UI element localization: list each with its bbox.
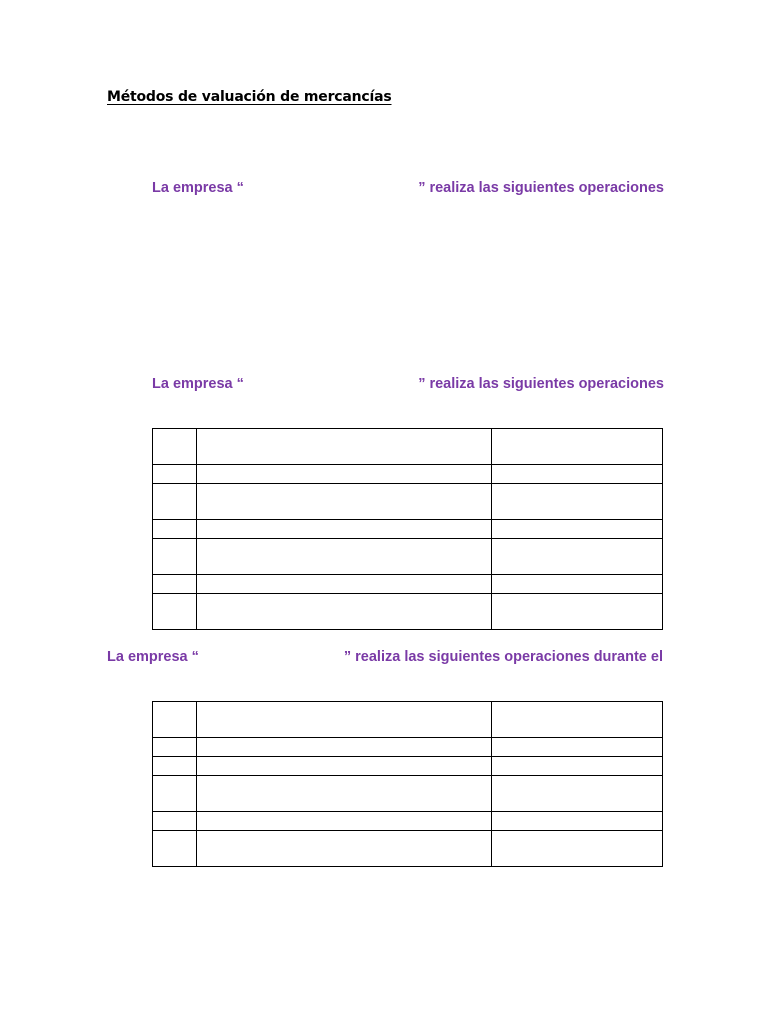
statement-3-prefix: La empresa “ xyxy=(107,649,199,665)
table-row xyxy=(153,738,663,757)
table-cell xyxy=(153,831,197,867)
table-cell xyxy=(153,465,197,484)
statement-2-prefix: La empresa “ xyxy=(152,376,244,392)
table-row xyxy=(153,776,663,812)
table-cell xyxy=(153,575,197,594)
table-cell xyxy=(153,757,197,776)
table-cell xyxy=(197,831,492,867)
table-cell xyxy=(492,776,663,812)
table-cell xyxy=(153,738,197,757)
table-cell xyxy=(153,702,197,738)
table-cell xyxy=(197,594,492,630)
table-row xyxy=(153,429,663,465)
table-cell xyxy=(197,812,492,831)
table-row xyxy=(153,812,663,831)
table-cell xyxy=(492,594,663,630)
table-cell xyxy=(492,757,663,776)
statement-1 xyxy=(152,180,664,198)
table-row xyxy=(153,831,663,867)
table-cell xyxy=(153,520,197,539)
table-cell xyxy=(492,831,663,867)
table-cell xyxy=(492,702,663,738)
table-cell xyxy=(197,539,492,575)
table-cell xyxy=(197,484,492,520)
table-cell xyxy=(492,520,663,539)
table-row xyxy=(153,465,663,484)
statement-3 xyxy=(107,649,663,667)
table-cell xyxy=(197,757,492,776)
table-row xyxy=(153,539,663,575)
table-row xyxy=(153,702,663,738)
table-cell xyxy=(153,484,197,520)
table-cell xyxy=(492,484,663,520)
operations-table-2 xyxy=(152,701,663,867)
table-row xyxy=(153,484,663,520)
table-cell xyxy=(197,776,492,812)
table-cell xyxy=(492,465,663,484)
table-cell xyxy=(492,812,663,831)
table-cell xyxy=(492,539,663,575)
statement-3-suffix: ” realiza las siguientes operaciones durante el xyxy=(343,649,663,665)
table-cell xyxy=(492,575,663,594)
table-cell xyxy=(492,429,663,465)
document-title: Métodos de valuación de mercancías xyxy=(107,89,392,105)
operations-table-1 xyxy=(152,428,663,630)
table-cell xyxy=(492,738,663,757)
table-row xyxy=(153,757,663,776)
table-cell xyxy=(153,594,197,630)
table-cell xyxy=(197,429,492,465)
statement-1-suffix: ” realiza las siguientes operaciones xyxy=(418,180,664,196)
statement-1-prefix: La empresa “ xyxy=(152,180,244,196)
statement-2-suffix: ” realiza las siguientes operaciones xyxy=(418,376,664,392)
table-cell xyxy=(153,776,197,812)
table-cell xyxy=(197,738,492,757)
table-row xyxy=(153,520,663,539)
table-cell xyxy=(197,520,492,539)
table-cell xyxy=(197,702,492,738)
table-cell xyxy=(153,539,197,575)
table-cell xyxy=(153,812,197,831)
statement-2 xyxy=(152,376,664,394)
table-cell xyxy=(197,465,492,484)
table-row xyxy=(153,594,663,630)
table-row xyxy=(153,575,663,594)
table-cell xyxy=(153,429,197,465)
table-cell xyxy=(197,575,492,594)
